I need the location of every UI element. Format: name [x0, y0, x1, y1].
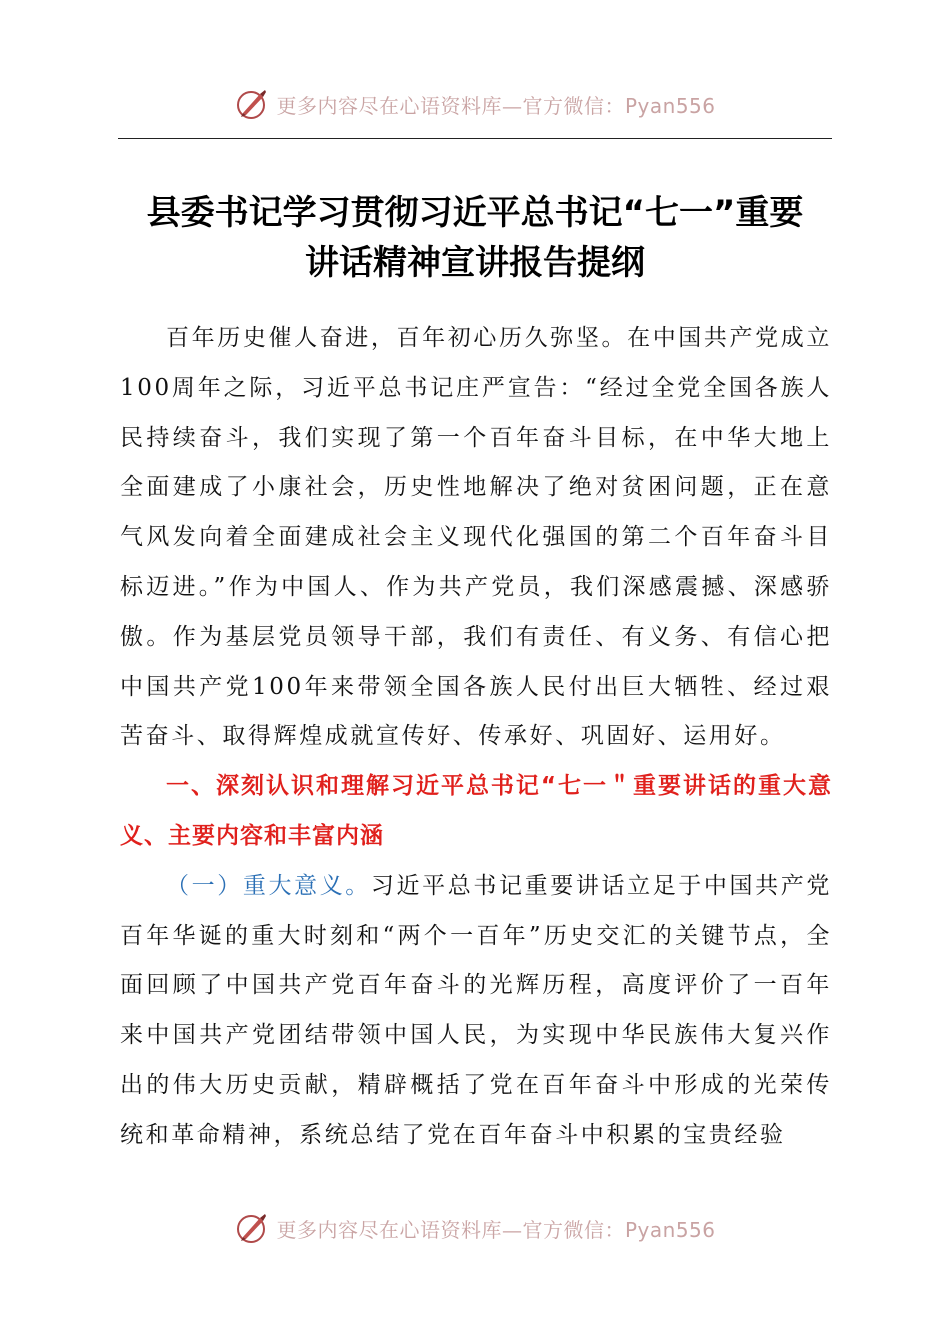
- watermark-wechat-id: Pyan556: [624, 93, 716, 118]
- document-title: [95, 188, 855, 288]
- subsection-paragraph-1: [120, 862, 832, 1161]
- section-heading-1: 一、深刻认识和理解习近平总书记“七一＂重要讲话的重大意义、主要内容和丰富内涵: [120, 773, 832, 849]
- watermark-text: 更多内容尽在心语资料库—官方微信：: [276, 93, 625, 118]
- footer-watermark: [0, 1208, 950, 1248]
- intro-paragraph: 百年历史催人奋进，百年初心历久弥坚。在中国共产党成立100周年之际，习近平总书记庄严宣告：“经过全党全国各族人民持续奋斗，我们实现了第一个百年奋斗目标，在中华大地上全面建成了小康社会，历史性地解决了绝对贫困问题，正在意气风发向着全面建成社会主义现代化强国的第二个百年奋斗目标迈进。”作为中国人、作为共产党员，我们深感震撼、深感骄傲。作为基层党员领导干部，我们有责任、有义务、有信心把中国共产党100年来带领全国各族人民付出巨大牺牲、经过艰苦奋斗、取得辉煌成就宣传好、传承好、巩固好、运用好。: [120, 325, 832, 750]
- quill-pen-logo-icon: [234, 1210, 270, 1246]
- document-body: [120, 314, 832, 1161]
- subsection-lead: （一）重大意义。: [166, 872, 371, 899]
- quill-pen-logo-icon: [234, 86, 270, 122]
- watermark-text: 更多内容尽在心语资料库—官方微信：: [276, 1217, 625, 1242]
- header-watermark: [0, 84, 950, 124]
- header-divider: [118, 138, 832, 139]
- title-line-1: 县委书记学习贯彻习近平总书记“七一”重要: [146, 193, 804, 233]
- title-line-2: 讲话精神宣讲报告提纲: [305, 243, 645, 283]
- watermark-wechat-id: Pyan556: [624, 1217, 716, 1242]
- subsection-body: 习近平总书记重要讲话立足于中国共产党百年华诞的重大时刻和“两个一百年”历史交汇的关键节点，全面回顾了中国共产党百年奋斗的光辉历程，高度评价了一百年来中国共产党团结带领中国人民，为实现中华民族伟大复兴作出的伟大历史贡献，精辟概括了党在百年奋斗中形成的光荣传统和革命精神，系统总结了党在百年奋斗中积累的宝贵经验: [120, 872, 832, 1148]
